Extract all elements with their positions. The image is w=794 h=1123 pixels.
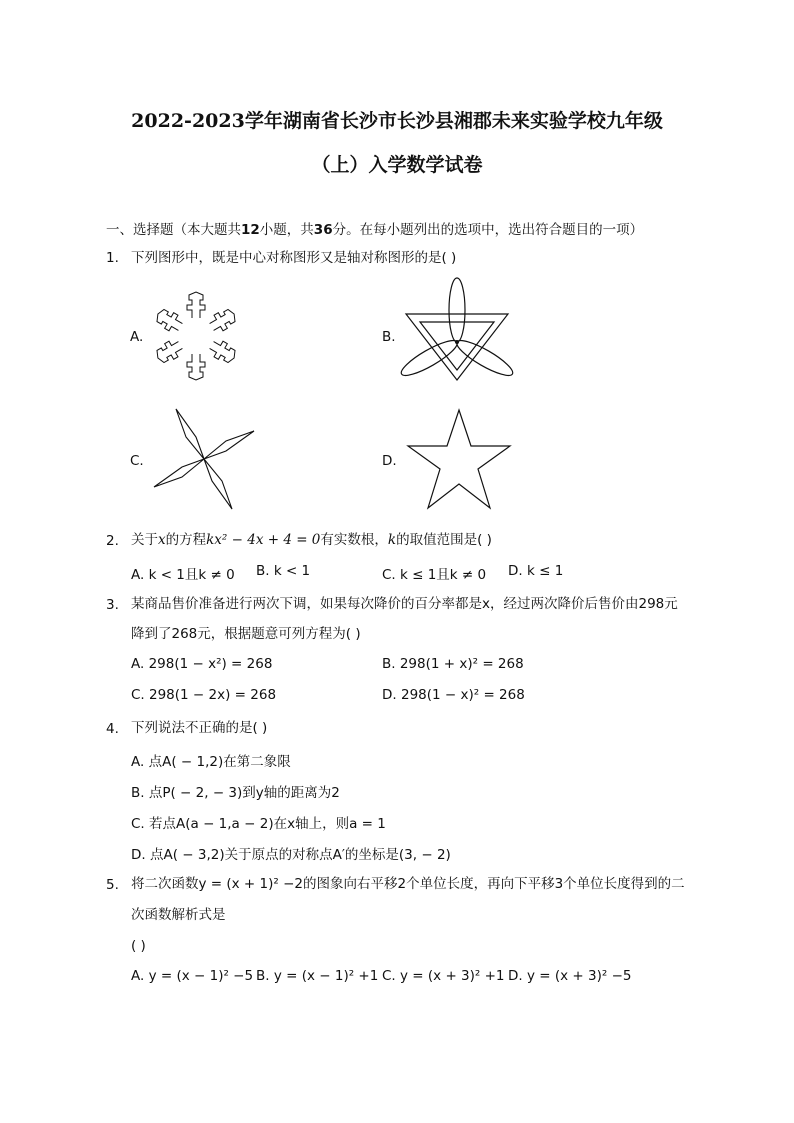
q5-number: 5. [106,877,119,893]
q1-label-a: A. [130,329,144,345]
q3-option-d: D. 298(1 − x)² = 268 [382,687,525,703]
q5-stem-line1: 将二次函数y = (x + 1)² −2的图象向右平移2个单位长度，再向下平移3个单位长度得到的二 [131,876,685,892]
q1-stem: 下列图形中，既是中心对称图形又是轴对称图形的是( ) [131,250,457,266]
q1-number: 1. [106,250,119,266]
q4-option-a: A. 点A( − 1,2)在第二象限 [131,754,291,770]
section-heading: 一、选择题（本大题共12小题，共36分。在每小题列出的选项中，选出符合题目的一项） [106,222,644,238]
q5-option-d: D. y = (x + 3)² −5 [508,968,632,984]
q3-option-b: B. 298(1 + x)² = 268 [382,656,524,672]
q4-option-c: C. 若点A(a − 1,a − 2)在x轴上，则a = 1 [131,816,386,832]
q3-stem-line2: 降到了268元，根据题意可列方程为( ) [131,626,361,642]
figure-snowflake [148,288,244,384]
q3-stem-line1: 某商品售价准备进行两次下调，如果每次降价的百分率都是x，经过两次降价后售价由298元 [131,596,678,612]
q5-option-c: C. y = (x + 3)² +1 [382,968,505,984]
q1-label-b: B. [382,329,396,345]
q2-option-c: C. k ≤ 1且k ≠ 0 [382,567,487,583]
exam-title-line1: 2022-2023学年湖南省长沙市长沙县湘郡未来实验学校九年级 [131,110,663,132]
q2-option-d: D. k ≤ 1 [508,563,564,579]
q2-option-a: A. k < 1且k ≠ 0 [131,567,235,583]
q3-option-a: A. 298(1 − x²) = 268 [131,656,273,672]
figure-star [404,408,514,512]
figure-triangle-ellipses [396,276,520,386]
q2-option-b: B. k < 1 [256,563,311,579]
figure-pinwheel [148,404,260,514]
q3-option-c: C. 298(1 − 2x) = 268 [131,687,277,703]
q4-number: 4. [106,721,119,737]
q5-option-b: B. y = (x − 1)² +1 [256,968,379,984]
q5-option-a: A. y = (x − 1)² −5 [131,968,254,984]
q4-stem: 下列说法不正确的是( ) [131,720,268,736]
q4-option-d: D. 点A( − 3,2)关于原点的对称点A′的坐标是(3, − 2) [131,847,451,863]
q1-label-d: D. [382,453,397,469]
exam-title-line2: （上）入学数学试卷 [311,154,483,176]
q1-label-c: C. [130,453,144,469]
q5-stem-line3: ( ) [131,938,146,954]
q5-stem-line2: 次函数解析式是 [131,907,226,923]
q3-number: 3. [106,597,119,613]
q4-option-b: B. 点P( − 2, − 3)到y轴的距离为2 [131,785,340,801]
q2-number: 2. [106,533,119,549]
q2-stem: 关于x的方程kx² − 4x + 4 = 0有实数根，k的取值范围是( ) [131,532,492,548]
